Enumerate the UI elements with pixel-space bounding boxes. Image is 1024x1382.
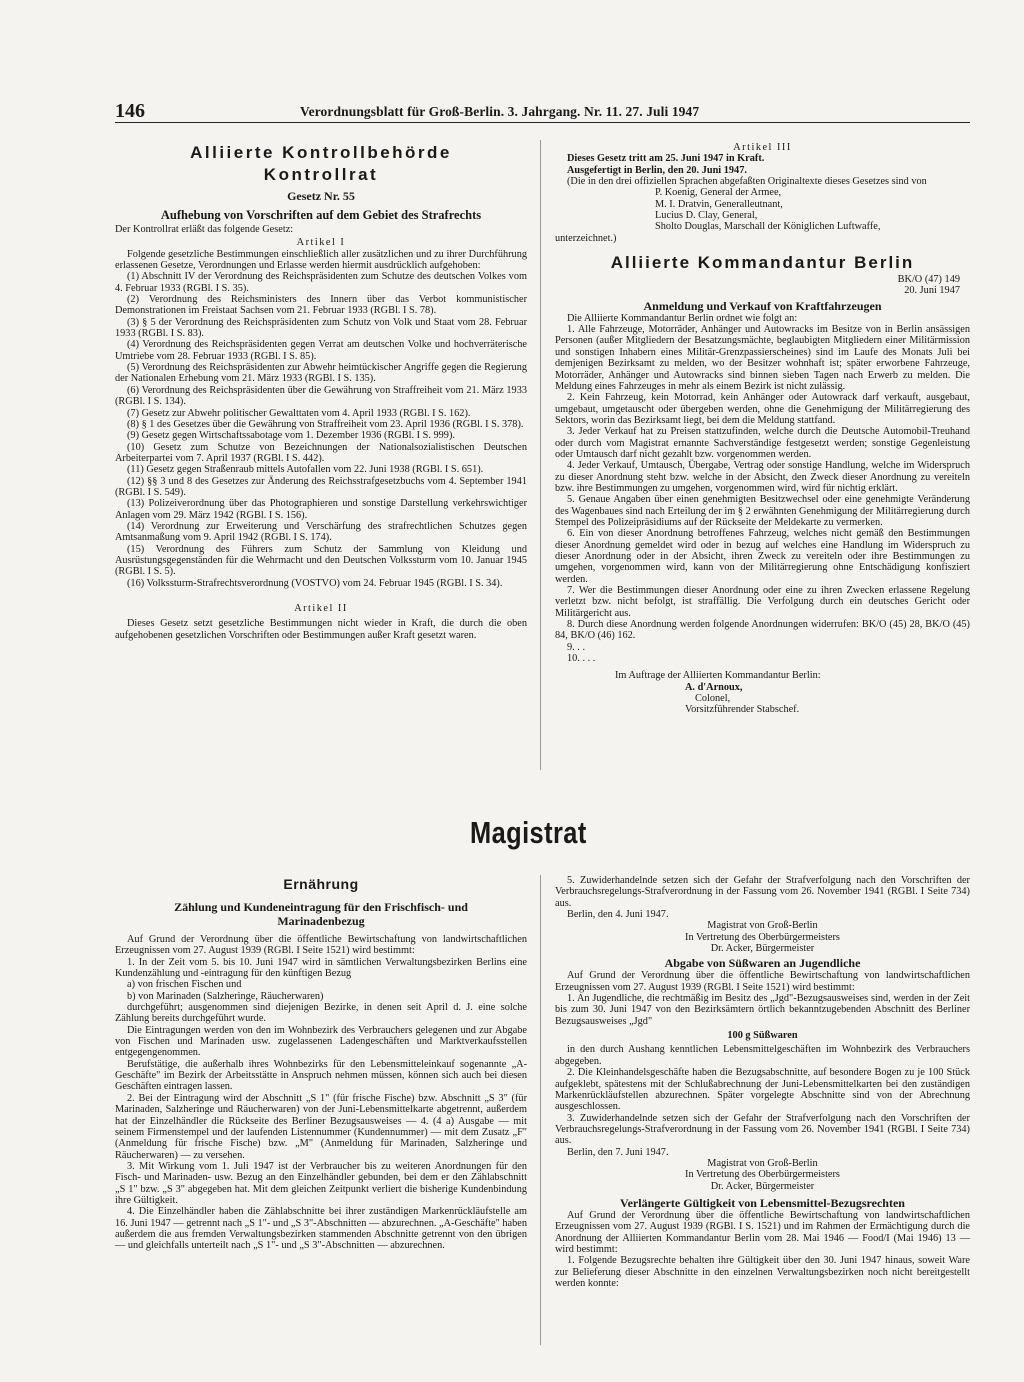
signature-line: Dr. Acker, Bürgermeister — [710, 943, 815, 955]
magistrat-right-column — [555, 875, 970, 1289]
order-item: 10. . . . — [567, 653, 596, 665]
magistrat-signature-2 — [555, 1158, 970, 1192]
order-item: 9. . . — [567, 641, 586, 653]
fish-paragraph: a) von frischen Fischen und — [127, 979, 242, 991]
validity-title: Verlängerte Gültigkeit von Lebensmittel-Bezugsrechten — [620, 1195, 905, 1210]
article-3-line: Ausgefertigt in Berlin, den 20. Juni 1947. — [567, 164, 747, 176]
signer-name: Sholto Douglas, Marschall der Königlichen Luftwaffe, — [655, 221, 881, 233]
sweets-paragraph: Auf Grund der Verordnung über die öffentliche Bewirtschaftung von landwirtschaftlichen Erzeugnissen vom 27. August 1939 (RGBl. I Seite 1521) wird bestimmt: — [555, 970, 970, 993]
article-3-line: (Die in den drei offiziellen Sprachen abgefaßten Originaltexte dieses Gesetzes sind von — [567, 176, 927, 188]
signature-line: Im Auftrage der Alliierten Kommandantur Berlin: — [615, 670, 821, 682]
fish-paragraph: Berlin, den 4. Juni 1947. — [567, 909, 669, 921]
article-3-title: Artikel III — [733, 142, 792, 153]
running-title: Verordnungsblatt für Groß-Berlin. 3. Jahrgang. Nr. 11. 27. Juli 1947 — [300, 104, 700, 119]
fish-paragraphs-cont — [555, 875, 970, 920]
sweets-paragraphs — [555, 970, 970, 1027]
fish-paragraph: b) von Marinaden (Salzheringe, Räucherwaren) — [127, 990, 324, 1002]
order-item: 6. Ein von dieser Anordnung betroffenes Fahrzeug, welches nicht gemäß den Bestimmungen dieser Anordnung gemeldet wird oder in bezug auf welches eine Handlung im Widerspruch zu dieser Anordnung oder in der Absicht, ihren Zweck zu vereiteln oder ihre Bestimmungen zu umgehen, vorgenommen wird, kann von der Militärregierung ohne Entschädigung konfisziert werden. — [555, 528, 970, 585]
signature-rank: Colonel, — [695, 693, 731, 705]
order-items-list — [555, 324, 970, 664]
article-1-text: Folgende gesetzliche Bestimmungen einschließlich aller zusätzlichen und zu ihrer Durchführung erlassenen Gesetze, Verordnungen und Erlasse werden hiermit ausdrücklich aufgehoben: — [115, 248, 527, 272]
law-item: (5) Verordnung des Reichspräsidenten zur Abwehr heimtückischer Angriffe gegen die Regierung der Nationalen Erhebung vom 21. März 1933 (RGBl. I S. 135). — [115, 362, 527, 385]
law-item: (1) Abschnitt IV der Verordnung des Reichspräsidenten zum Schutze des deutschen Volkes vom 4. Februar 1933 (RGBl. I S. 35). — [115, 271, 527, 294]
article-3-line: Dieses Gesetz tritt am 25. Juni 1947 in Kraft. — [567, 153, 765, 165]
law-item: (16) Volkssturm-Strafrechtsverordnung (VOSTVO) vom 24. Februar 1945 (RGBl. I S. 34). — [127, 577, 503, 589]
sweets-amount: 100 g Süßwaren — [727, 1030, 798, 1042]
fish-paragraph: 5. Zuwiderhandelnde setzen sich der Gefahr der Strafverfolgung nach den Vorschriften der Verbrauchsregelungs-Strafverordnung in der Fassung vom 26. November 1941 (RGBl. I Seite 734) aus. — [555, 875, 970, 909]
fish-paragraph: 2. Bei der Eintragung wird der Abschnitt „S 1" (für frische Fische) bzw. Abschnitt „S 3" (für Marinaden, Salzheringe und Räucherwaren) von der Juni-Lebensmittelkarte abgetrennt, außerdem hat der Einzelhändler die Rückseite des Berliner Bezugsausweises — 4. (4 a) Ausgabe — mit seinem Firmenstempel und der laufenden Listennummer (Kundennummer) — mit dem Zusatz „F" (Anmeldung für frische Fische) bzw. „M" (Anmeldung für Marinaden, Salzheringe und Räucherwaren) — zu versehen. — [115, 1092, 527, 1161]
law-item: (15) Verordnung des Führers zum Schutz der Sammlung von Kleidung und Ausrüstungsgegenständen für die Wehrmacht und den Deutschen Volkssturm vom 10. Januar 1945 (RGBl. I S. 5). — [115, 543, 527, 578]
signers-list — [555, 187, 970, 232]
law-item: (12) §§ 3 und 8 des Gesetzes zur Änderung des Reichsstrafgesetzbuchs vom 4. September 1941 (RGBl. I S. 549). — [115, 475, 527, 498]
signature-name: A. d'Arnoux, — [685, 681, 743, 693]
sweets-paragraphs-cont — [555, 1044, 970, 1157]
page-header — [115, 100, 970, 123]
law-item: (9) Gesetz gegen Wirtschaftssabotage vom 1. Dezember 1936 (RGBl. I S. 999). — [127, 430, 455, 442]
signer-name: M. I. Dratvin, Generalleutnant, — [655, 198, 783, 210]
kommandantur-heading: Alliierte Kommandantur Berlin — [610, 253, 915, 273]
fish-paragraph: Berufstätige, die außerhalb ihres Wohnbezirks für den Lebensmitteleinkauf sogenannte „A-Geschäfte" im Bezirk der Arbeitsstätte in Anspruch nehmen müssen, können sich auch bei diesen Geschäften eintragen lassen. — [115, 1058, 527, 1093]
law-item: (14) Verordnung zur Erweiterung und Verschärfung des strafrechtlichen Schutzes gegen Amtsanmaßung vom 9. April 1942 (RGBl. I S. 174). — [115, 520, 527, 544]
signature-line: In Vertretung des Oberbürgermeisters — [685, 931, 840, 943]
validity-paragraphs — [555, 1210, 970, 1289]
sweets-paragraph: Berlin, den 7. Juni 1947. — [567, 1146, 669, 1158]
law-item: (11) Gesetz gegen Straßenraub mittels Autofallen vom 22. Juni 1938 (RGBl. I S. 651). — [127, 464, 484, 476]
law-item: (8) § 1 des Gesetzes über die Gewährung von Straffreiheit vom 23. April 1936 (RGBl. I S. 378). — [127, 418, 524, 430]
validity-paragraph: Auf Grund der Verordnung über die öffentliche Bewirtschaftung von landwirtschaftlichen Erzeugnissen vom 27. August 1939 (RGBl. I S. 1521) und im Rahmen der Ermächtigung durch die Anordnung der Alliierten Kommandantur Berlin vom 28. Mai 1946 — Food/I (Mai 1946) 13 — wird bestimmt: — [555, 1209, 970, 1255]
fish-paragraphs — [115, 934, 527, 1252]
section-heading: Ernährung — [283, 876, 359, 892]
order-item: 7. Wer die Bestimmungen dieser Anordnung oder eine zu ihren Zwecken erlassene Regelung verletzt bzw. nicht befolgt, ist straffällig. Die Verfolgung durch ein deutsches Gericht oder Militärgericht aus. — [555, 585, 970, 619]
signature-line: In Vertretung des Oberbürgermeisters — [685, 1169, 840, 1181]
order-item: 4. Jeder Verkauf, Umtausch, Übergabe, Vertrag oder sonstige Handlung, welche im Widerspruch zu dieser Anordnung steht bzw. welche in der Absicht, den Zweck dieser Anordnung zu vereiteln bzw. ihre Bestimmungen zu umgehen, vorgenommen wird, wird für nichtig erklärt. — [555, 460, 970, 494]
fish-paragraph: durchgeführt; ausgenommen sind diejenigen Bezirke, in denen seit April d. J. eine solche Zählung bereits durchgeführt wurde. — [115, 1002, 527, 1025]
ernaehrung-column — [115, 875, 527, 1252]
signature-line: Magistrat von Groß-Berlin — [707, 1157, 818, 1169]
article-2-title: Artikel II — [294, 603, 348, 614]
order-date: 20. Juni 1947 — [904, 285, 960, 297]
order-item: 1. Alle Fahrzeuge, Motorräder, Anhänger und Autowracks im Besitze von in Berlin ansässigen Personen (außer Mitgliedern der Besatzungsmächte, beglaubigten Mitgliedern einer Militärmission und sonstigen Inhabern eines Militär-Grenzpassierscheines) sind im Laufe des Monats Juli bei demjenigen Bezirksamt zu melden, wo der Besitzer wohnhaft ist; später erworbene Fahrzeuge, Motorräder, Anhänger und Autowracks sind binnen sieben Tagen nach Erwerb zu melden. Die Meldung eines Fahrzeuges in mehr als einem Bezirk ist nicht zulässig. — [555, 324, 970, 392]
article-1-title: Artikel I — [296, 237, 346, 249]
signer-name: Lucius D. Clay, General, — [655, 210, 758, 222]
fish-paragraph: 1. In der Zeit vom 5. bis 10. Juni 1947 wird in sämtlichen Verwaltungsbezirken Berlins eine Kundenzählung und -eintragung für den künftigen Bezug — [115, 956, 527, 980]
law-item: (10) Gesetz zum Schutze von Bezeichnungen der Nationalsozialistischen Deutschen Arbeiterpartei vom 7. April 1937 (RGBl. I S. 442). — [115, 441, 527, 464]
fish-paragraph: 3. Mit Wirkung vom 1. Juli 1947 ist der Verbraucher bis zu weiteren Anordnungen für den Fisch- und Marinaden- usw. Bezug an den Einzelhändler gebunden, bei dem er den Zählabschnitt „S 1" bzw. „S 3" abgegeben hat. Mit dem gleichen Zeitpunkt verliert die bisherige Kundenbindung ihre Gültigkeit. — [115, 1160, 527, 1206]
law-item: (6) Verordnung des Reichspräsidenten über die Gewährung von Straffreiheit vom 21. März 1933 (RGBl. I S. 134). — [115, 384, 527, 408]
law-intro: Der Kontrollrat erläßt das folgende Gesetz: — [115, 224, 294, 235]
order-item: 3. Jeder Verkauf hat zu Preisen stattzufinden, welche durch die Deutsche Automobil-Treuhand oder durch vom Magistrat ernannte Sachverständige festgesetzt werden; sonstige Gegenleistung oder Umtausch darf nicht gezahlt bzw. vorgenommen werden. — [555, 426, 970, 460]
fish-paragraph: 4. Die Einzelhändler haben die Zählabschnitte bei ihrer zuständigen Markenrückläufstelle am 16. Juni 1947 — getrennt nach „S 1"- und „S 3"-Abschnitten — abzurechnen. „A-Geschäfte" haben außerdem die aus fremden Verwaltungsbezirken stammenden Abschnitte getrennt von den übrigen — und gleichfalls unterteilt nach „S 1"- und „S 3"-Abschnitten — abzurechnen. — [115, 1206, 527, 1252]
law-number: Gesetz Nr. 55 — [287, 189, 355, 203]
kontrollrat-heading: Alliierte Kontrollbehörde — [190, 143, 452, 162]
fish-title: Zählung und Kundeneintragung für den Frischfisch- und Marinadenbezug — [174, 900, 468, 928]
signature-line: Dr. Acker, Bürgermeister — [710, 1180, 815, 1192]
law-item: (3) § 5 der Verordnung des Reichspräsidenten zum Schutz von Volk und Staat vom 28. Februar 1933 (RGBl. I S. 83). — [115, 316, 527, 340]
order-item: 8. Durch diese Anordnung werden folgende Anordnungen widerrufen: BK/O (45) 28, BK/O (45) 84, BK/O (46) 162. — [555, 619, 970, 642]
page-number: 146 — [115, 100, 145, 122]
law-title: Aufhebung von Vorschriften auf dem Gebiet des Strafrechts — [160, 208, 482, 222]
sweets-paragraph: 1. An Jugendliche, die rechtmäßig im Besitz des „Jgd"-Bezugsausweises sind, werden in der Zeit bis zum 30. Juni 1947 von den Bezirksämtern örtlich bekanntzugebenden Abschnitt des Berliner Bezugsausweises „Jgd" — [555, 993, 970, 1027]
article-2-text: Dieses Gesetz setzt gesetzliche Bestimmungen nicht wieder in Kraft, die durch die oben aufgehobenen gesetzlichen Vorschriften oder Bestimmungen außer Kraft gesetzt waren. — [115, 618, 527, 641]
sweets-paragraph: 2. Die Kleinhandelsgeschäfte haben die Bezugsabschnitte, auf besondere Bogen zu je 100 Stück aufgeklebt, spätestens mit der Schlußabrechnung der Juni-Lebensmittelkarten bei den zuständigen Markenrückläufstellen abzurechnen. Später vorgelegte Abschnitte sind von der Abrechnung ausgeschlossen. — [555, 1067, 970, 1113]
validity-paragraph: 1. Folgende Bezugsrechte behalten ihre Gültigkeit über den 30. Juni 1947 hinaus, soweit Ware zur Belieferung dieser Abschnitte in den einzelnen Verwaltungsbezirken noch nicht bereitgestellt werden konnte: — [555, 1255, 970, 1289]
kontrollrat-subheading: Kontrollrat — [263, 165, 379, 184]
magistrat-signature-1 — [555, 920, 970, 954]
law-item: (7) Gesetz zur Abwehr politischer Gewalttaten vom 4. April 1933 (RGBl. I S. 162). — [127, 407, 471, 419]
magistrat-heading: Magistrat — [470, 815, 587, 850]
signature-role: Vorsitzführender Stabschef. — [685, 704, 800, 716]
sweets-paragraph: 3. Zuwiderhandelnde setzen sich der Gefahr der Strafverfolgung nach den Vorschriften der Verbrauchsregelungs-Strafverordnung in der Fassung vom 26. November 1941 (RGBl. I Seite 734) aus. — [555, 1112, 970, 1147]
law-item: (4) Verordnung des Reichspräsidenten gegen Verrat am deutschen Volke und hochverräterische Umtriebe vom 28. Februar 1933 (RGBl. I S. 85). — [115, 339, 527, 362]
sweets-paragraph: in den durch Aushang kenntlichen Lebensmittelgeschäften im Wohnbezirk des Verbrauchers abgegeben. — [555, 1044, 970, 1067]
column-divider — [540, 140, 541, 770]
column-divider-lower — [540, 875, 541, 1345]
signer-name: P. Koenig, General der Armee, — [655, 187, 782, 199]
law-item: (2) Verordnung des Reichsministers des Innern über das Verbot kommunistischer Demonstrationen im Freistaat Sachsen vom 21. Februar 1933 (RGBl. I S. 78). — [115, 294, 527, 317]
article-3-text — [555, 153, 970, 187]
order-intro: Die Alliierte Kommandantur Berlin ordnet wie folgt an: — [567, 312, 798, 324]
kontrollrat-column — [115, 142, 527, 641]
signed-note: unterzeichnet.) — [555, 232, 617, 244]
order-title: Anmeldung und Verkauf von Kraftfahrzeugen — [643, 298, 882, 313]
signature-line: Magistrat von Groß-Berlin — [707, 920, 818, 932]
order-item: 2. Kein Fahrzeug, kein Motorrad, kein Anhänger oder Autowrack darf verkauft, ausgebaut, umgebaut, umgetauscht oder übergeben werden, ohne die Genehmigung der Militärregierung des Sektors, worin das Bezirksamt liegt, bei dem die Meldung stattfand. — [555, 392, 970, 426]
fish-paragraph: Die Eintragungen werden von den im Wohnbezirk des Verbrauchers gelegenen und zur Abgabe von Fischen und Marinaden usw. zugelassenen Ladengeschäften und Marktverkaufsstellen entgegengenommen. — [115, 1024, 527, 1059]
law-items-list — [115, 271, 527, 589]
sweets-title: Abgabe von Süßwaren an Jugendliche — [664, 956, 861, 971]
order-reference: BK/O (47) 149 — [897, 274, 960, 286]
order-item: 5. Genaue Angaben über einen genehmigten Besitzwechsel oder eine genehmigte Veränderung des Wagenbaues sind nach Erteilung der im § 2 erwähnten Genehmigung der Militärregierung durch Stempel des Polizeipräsidiums auf der Rückseite der Meldekarte zu vermerken. — [555, 494, 970, 528]
fish-paragraph: Auf Grund der Verordnung über die öffentliche Bewirtschaftung von landwirtschaftlichen Erzeugnissen vom 27. August 1939 (RGBl. I Seite 1521) wird bestimmt: — [115, 934, 527, 957]
kommandantur-column — [555, 142, 970, 716]
law-item: (13) Polizeiverordnung über das Photographieren und sonstige Darstellung verkehrswichtiger Anlagen vom 29. März 1942 (RGBl. I S. 156). — [115, 498, 527, 521]
